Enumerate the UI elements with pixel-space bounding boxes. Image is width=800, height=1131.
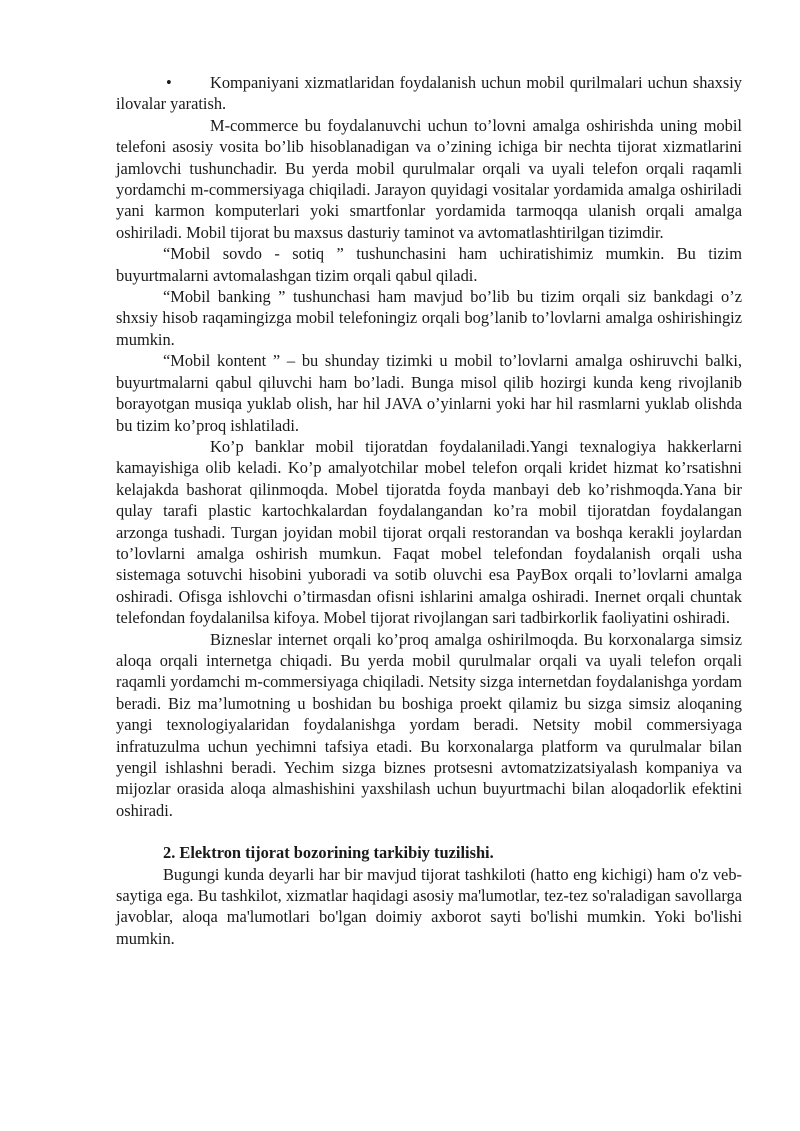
paragraph-bullet: Kompaniyani xizmatlaridan foydalanish uchun mobil qurilmalari uchun shaxsiy ilovalar yaratish. (116, 73, 742, 114)
paragraph-m-commerce: M-commerce bu foydalanuvchi uchun to’lovni amalga oshirishda uning mobil telefoni asosiy vosita bo’lib hisoblanadigan va o’zining ichiga bir nechta tijorat xizmatlarini jamlovchi tushunchadir. Bu yerda mobil qurulmalar orqali va uyali telefon orqali raqamli yordamchi m-commersiyaga chiqiladi. Jarayon quyidagi vositalar yordamida amalga oshiriladi yani karmon komputerlari yoki smartfonlar yordamida tarmoqqa ulanish orqali amalga oshiriladi. Mobil tijorat bu maxsus dasturiy taminot va avtomatlashtirilgan tizimdir. (116, 115, 742, 242)
document-page (116, 72, 742, 949)
section-heading: 2. Elektron tijorat bozorining tarkibiy tuzilishi. (163, 843, 494, 863)
paragraph-mobil-banking: “Mobil banking ” tushunchasi ham mavjud bo’lib bu tizim orqali siz bankdagi o’z shxsiy hisob raqamingizga mobil telefoningiz orqali bog’lanib to’lovlarni amalga oshirishingiz mumkin. (116, 287, 742, 349)
paragraph-mobil-sovdo: “Mobil sovdo - sotiq ” tushunchasini ham uchiratishimiz mumkin. Bu tizim buyurtmalarni avtomalashgan tizim orqali qabul qiladi. (116, 244, 742, 285)
bullet-item (116, 72, 742, 115)
bullet-icon: • (166, 73, 172, 92)
paragraph-mobil-kontent: “Mobil kontent ” – bu shunday tizimki u mobil to’lovlarni amalga oshiruvchi balki, buyurtmalarni qabul qiluvchi ham bo’ladi. Bunga misol qilib hozirgi kunda keng rivojlanib borayotgan musiqa yuklab olish, har hil JAVA o’yinlarni yoki har hil rasmlarni yuklab olishda bu tizim ko’proq ishlatiladi. (116, 351, 742, 435)
paragraph-closing: Bugungi kunda deyarli har bir mavjud tijorat tashkiloti (hatto eng kichigi) ham o'z veb-saytiga ega. Bu tashkilot, xizmatlar haqidagi asosiy ma'lumotlar, tez-tez so'raladigan savollarga javoblar, aloqa ma'lumotlari bo'lgan doimiy axborot sayti bo'lishi mumkin. Yoki bo'lishi mumkin. (116, 864, 742, 948)
paragraph-bizneslar: Bizneslar internet orqali ko’proq amalga oshirilmoqda. Bu korxonalarga simsiz aloqa orqali internetga chiqadi. Bu yerda mobil qurulmalar orqali va uyali telefon orqali raqamli yordamchi m-commersiyaga chiqiladi. Netsity sizga internetdan foydalanishga yordam beradi. Biz ma’lumotning u boshidan bu boshiga proekt qilamiz bu sizga simsiz aloqaning yangi texnologiyalaridan foydalanishga yordam beradi. Netsity mobil commersiyaga infratuzulma uchun yechimni tafsiya etadi. Bu korxonalarga platform va qurulmalar bilan yengil ishlashni beradi. Yechim sizga biznes protsesni avtomatzizatsiyalash kompaniya va mijozlar orasida aloqa almashishini yaxshilash uchun buyurtmachi bilan aloqadorlik efektini oshiradi. (116, 629, 742, 820)
paragraph-banklar: Ko’p banklar mobil tijoratdan foydalaniladi.Yangi texnalogiya hakkerlarni kamayishiga olib keladi. Ko’p amalyotchilar mobel telefon orqali kridet hizmat ko’rsatishni kelajakda bashorat qilinmoqda. Mobel tijoratda foyda manbayi deb ko’rishmoqda.Yana bir qulay tarafi plastic kartochkalardan foydalangandan ko’ra mobil tijoratdan foydalangan arzonga tushadi. Turgan joyidan mobil tijorat orqali restorandan va boshqa kerakli joylardan to’lovlarni amalga oshirish mumkun. Faqat mobel telefondan foydalanish orqali usha sistemaga sotuvchi hisobini yuboradi va sotib oluvchi esa PayBox orqali to’lovlarni amalga oshiradi. Ofisga ishlovchi o’tirmasdan ofisni ishlarini amalga oshiradi. Inernet orqali chuntak telefondan foydalanilsa kifoya. Mobel tijorat rivojlangan sari tadbirkorlik faoliyatini oshiradi. (116, 436, 742, 628)
